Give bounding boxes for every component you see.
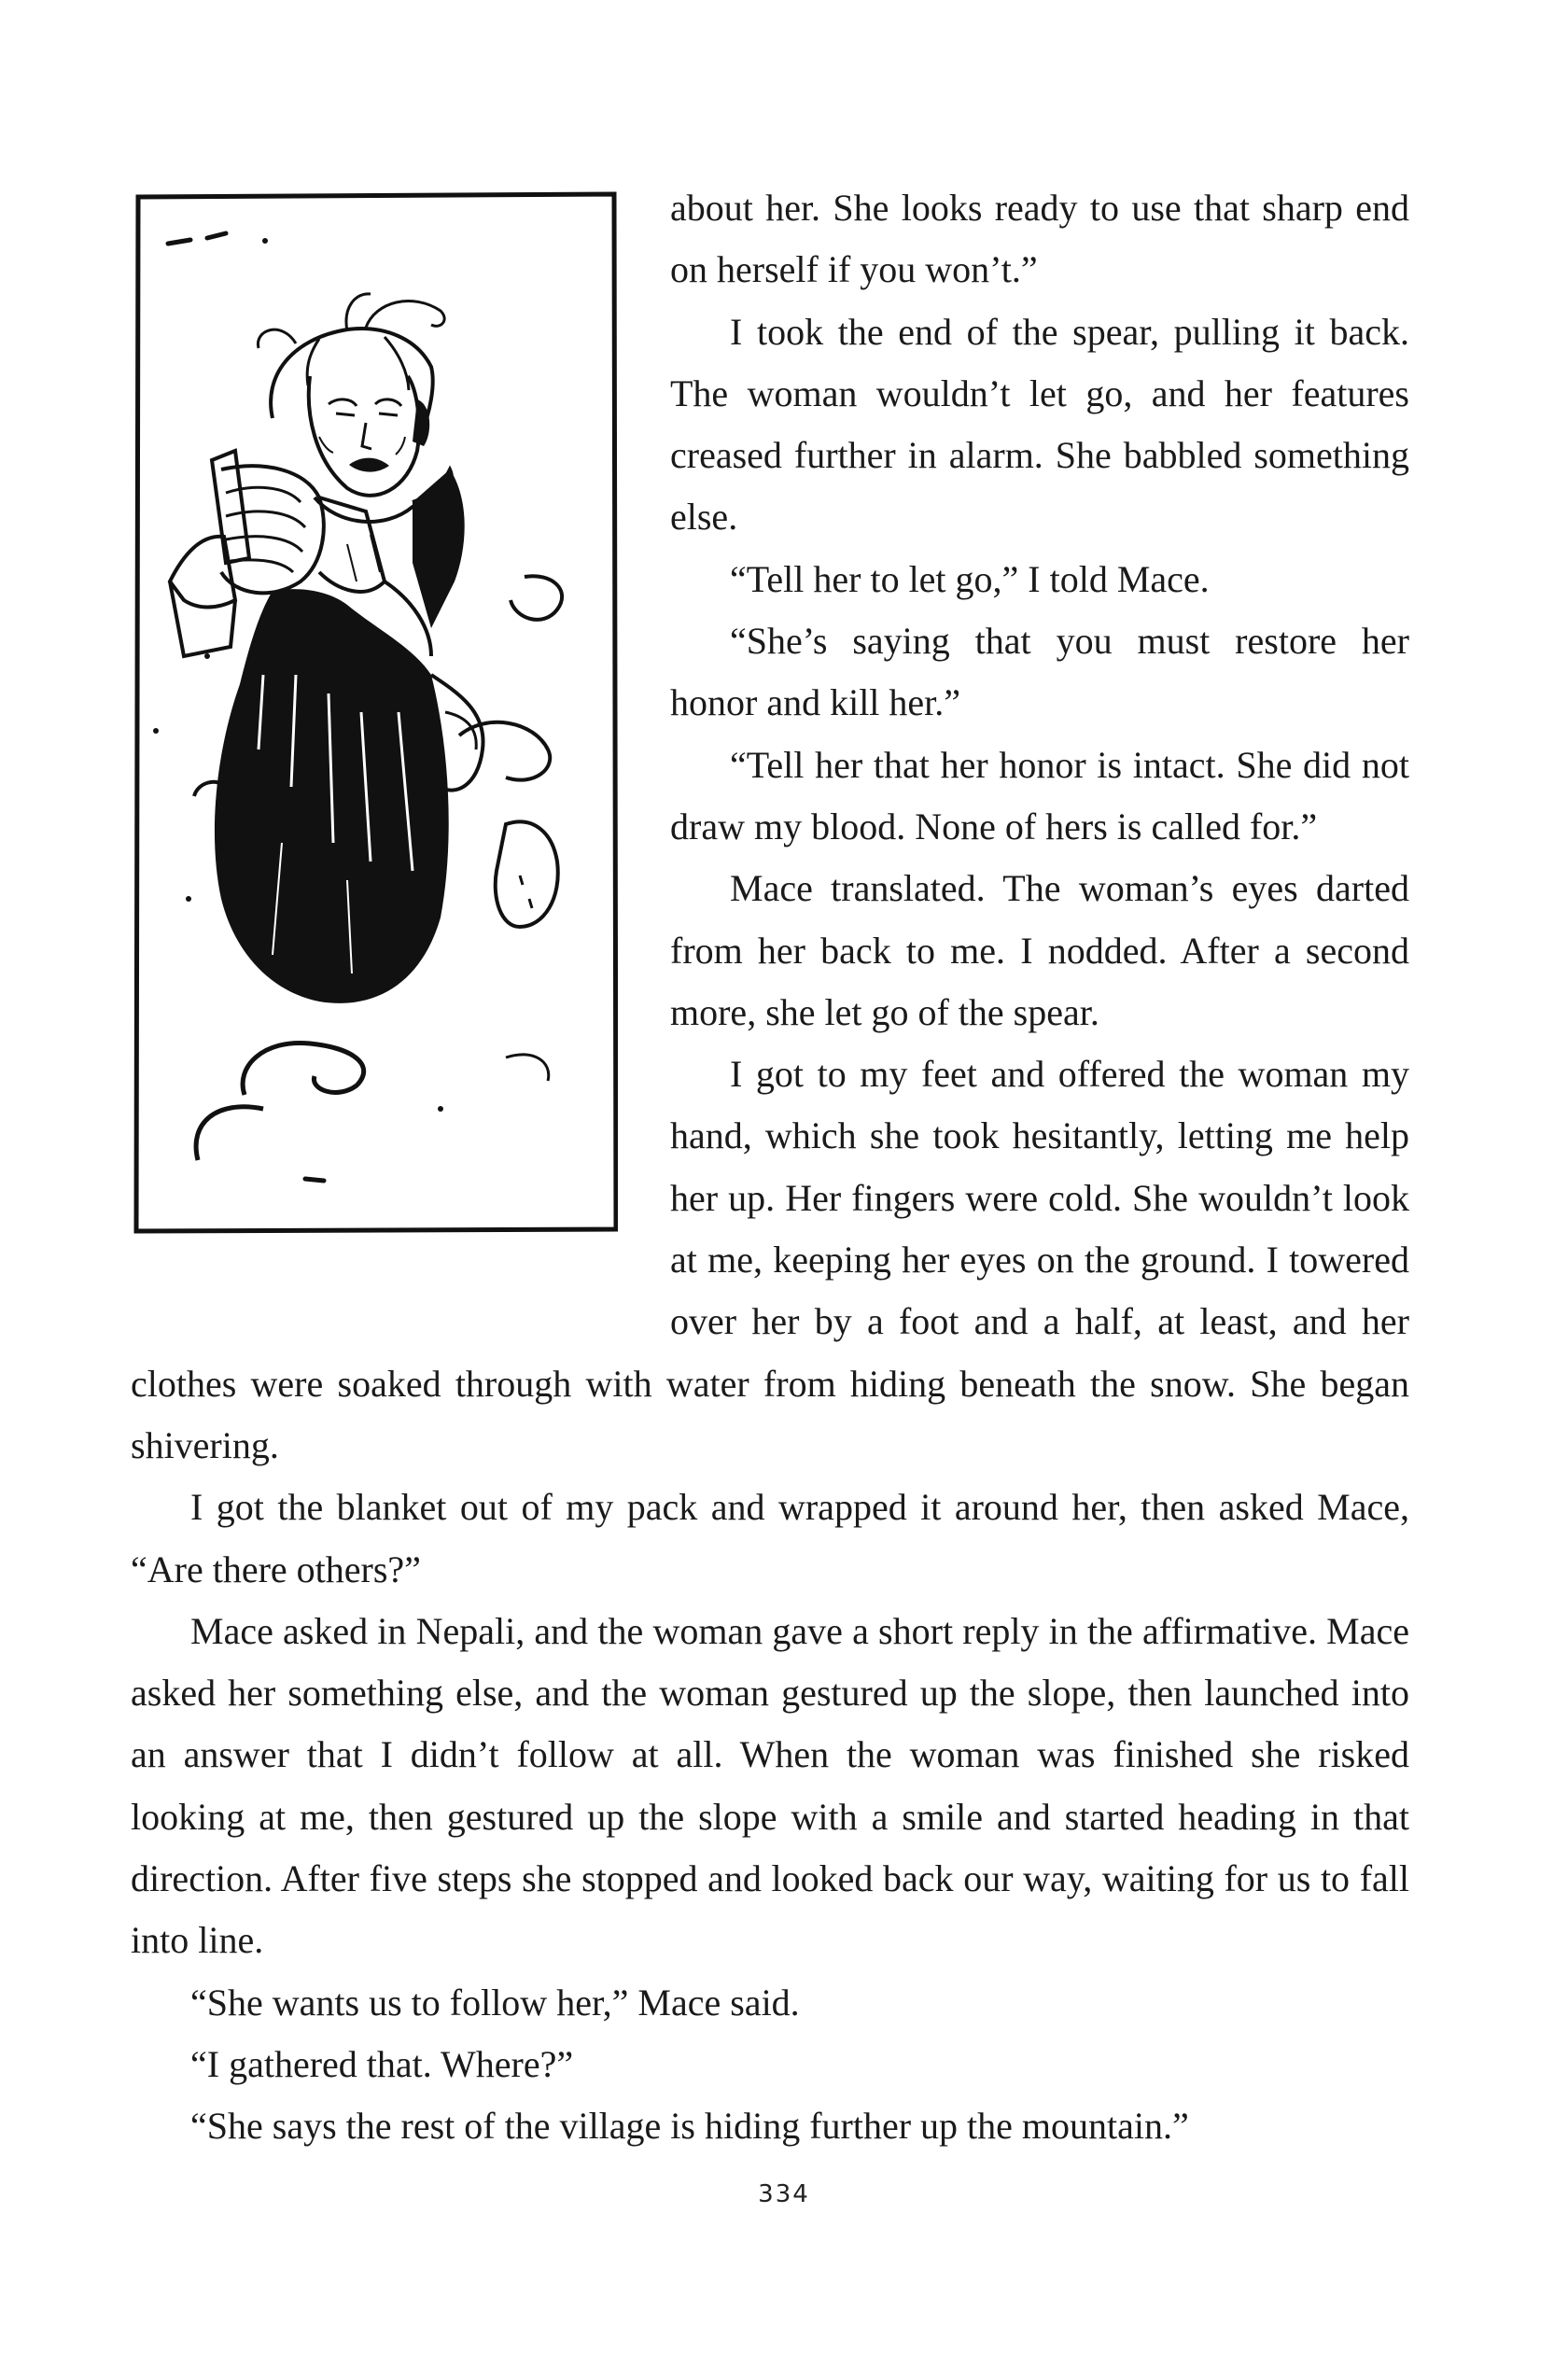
paragraph: “She wants us to follow her,” Mace said. <box>190 1981 800 2024</box>
paragraph: I took the end of the spear, pulling it back. The woman wouldn’t let go, and her features creased further in alarm. She babbled something else. <box>670 310 1409 539</box>
paragraph: about her. She looks ready to use that sharp end on herself if you won’t.” <box>670 187 1409 291</box>
page-body-text <box>131 177 1409 2158</box>
paragraph: “Tell her that her honor is intact. She did not draw my blood. None of hers is called for.” <box>670 743 1409 847</box>
paragraph: I got the blanket out of my pack and wrapped it around her, then asked Mace, “Are there others?” <box>131 1486 1409 1590</box>
paragraph: “I gathered that. Where?” <box>190 2042 574 2085</box>
paragraph: “Tell her to let go,” I told Mace. <box>730 557 1210 600</box>
paragraph: “She says the rest of the village is hiding further up the mountain.” <box>190 2105 1189 2148</box>
page-number: 334 <box>758 2180 810 2208</box>
paragraph: I got to my feet and offered the woman my hand, which she took hesitantly, letting me help her up. Her fingers were cold. She wouldn’t look at me, keeping her eyes on the ground. I towered over her by a foot and a half, at least, and her clothes were soaked through with water from hiding beneath the snow. She began shivering. <box>131 1053 1409 1466</box>
paragraph: “She’s saying that you must restore her honor and kill her.” <box>670 620 1409 724</box>
paragraph: Mace translated. The woman’s eyes darted from her back to me. I nodded. After a second more, she let go of the spear. <box>670 867 1409 1033</box>
paragraph: Mace asked in Nepali, and the woman gave a short reply in the affirmative. Mace asked her something else, and the woman gestured up the slope, then launched into an answer that I didn’t follow at all. When the woman was finished she risked looking at me, then gestured up the slope with a smile and started heading in that direction. After five steps she stopped and looked back our way, waiting for us to fall into line. <box>131 1609 1409 1962</box>
illustration-wrap-space <box>131 177 670 1293</box>
